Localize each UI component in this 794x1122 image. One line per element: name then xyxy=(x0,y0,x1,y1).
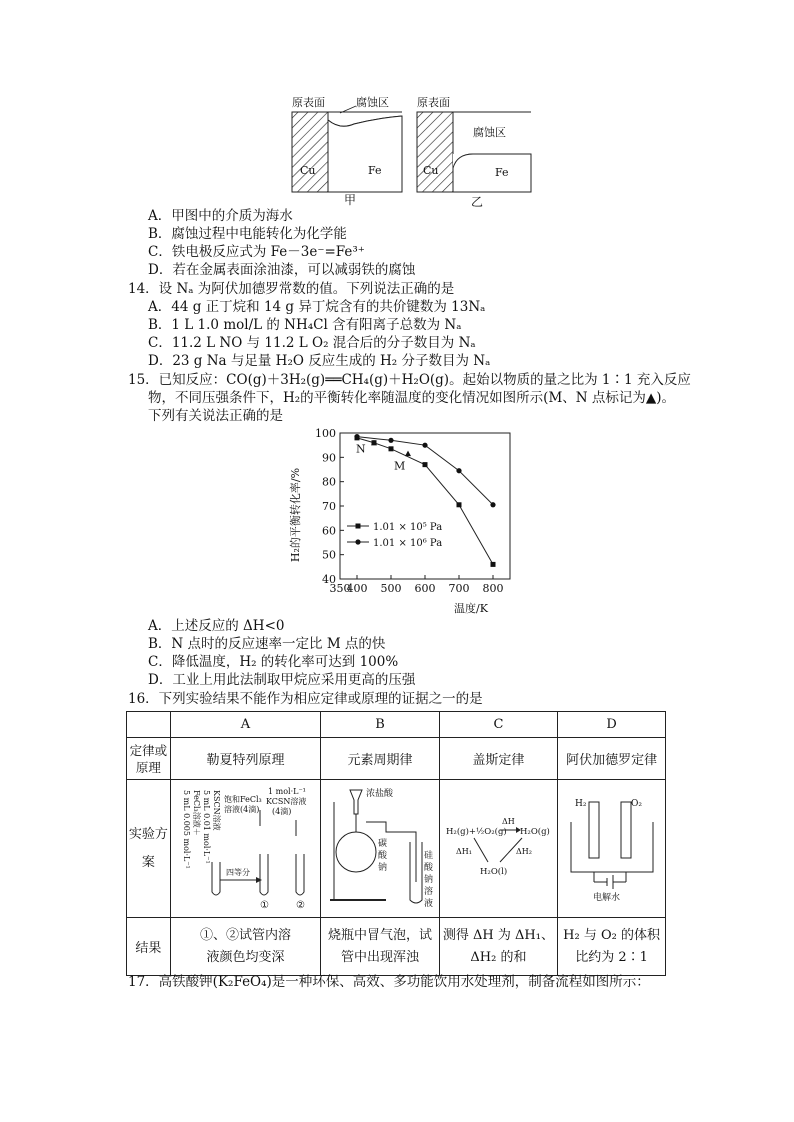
legend-marker-square xyxy=(356,524,361,529)
data-point-square xyxy=(423,462,428,467)
svg-text:O₂: O₂ xyxy=(630,798,642,809)
data-point-circle xyxy=(422,443,427,448)
q14-stem: 14．设 Nₐ 为阿伏加德罗常数的值。下列说法正确的是 xyxy=(128,281,455,297)
svg-text:②: ② xyxy=(296,899,306,911)
data-point-square xyxy=(389,446,394,451)
scheme-b xyxy=(321,780,439,918)
scheme-a xyxy=(170,780,320,918)
col-header-c: C xyxy=(439,712,557,738)
q15-option-b: B．N 点时的反应速率一定比 M 点的快 xyxy=(148,636,386,652)
y-tick-label: 70 xyxy=(322,500,336,513)
flask xyxy=(336,832,376,872)
y-tick-label: 80 xyxy=(322,475,336,489)
surface-label: 原表面 xyxy=(417,96,450,109)
scheme-c xyxy=(439,780,557,918)
principle-a: 勒夏特列原理 xyxy=(170,738,320,780)
q15-option-a: A．上述反应的 ΔH<0 xyxy=(148,618,285,634)
data-point-circle xyxy=(456,468,461,473)
q13-option-b: B．腐蚀过程中电能转化为化学能 xyxy=(148,226,347,242)
metal-cu-label: Cu xyxy=(300,164,316,177)
svg-text:电解水: 电解水 xyxy=(592,892,620,903)
data-point-circle xyxy=(354,434,359,439)
surface-label: 原表面 xyxy=(292,96,325,109)
q14-option-a: A．44 g 正丁烷和 14 g 异丁烷含有的共价键数为 13Nₐ xyxy=(148,299,486,315)
q13-option-c: C．铁电极反应式为 Fe－3e⁻=Fe³⁺ xyxy=(148,244,365,260)
scheme-d xyxy=(558,780,666,918)
point-marker-M xyxy=(405,451,411,457)
result-d: H₂ 与 O₂ 的体积 比约为 2∶1 xyxy=(558,918,666,976)
svg-text:①: ① xyxy=(260,899,270,911)
legend-label-1: 1.01 × 10⁶ Pa xyxy=(373,538,443,549)
metal-fe-label: Fe xyxy=(495,166,509,179)
q16-stem: 16．下列实验结果不能作为相应定律或原理的证据之一的是 xyxy=(128,691,483,707)
corrosion-figure-yi xyxy=(413,92,538,210)
row-label-scheme: 实验方案 xyxy=(127,780,171,918)
scheme-d-diagram xyxy=(563,782,661,912)
cu-block xyxy=(292,112,328,192)
conversion-chart xyxy=(285,420,525,615)
data-point-square xyxy=(457,502,462,507)
y-tick-label: 40 xyxy=(322,573,336,586)
svg-text:液: 液 xyxy=(423,898,433,909)
q15-stem-line3: 下列有关说法正确的是 xyxy=(148,408,283,424)
tube-h2 xyxy=(589,802,599,858)
svg-text:1 mol·L⁻¹: 1 mol·L⁻¹ xyxy=(268,786,307,796)
q13-option-a: A．甲图中的介质为海水 xyxy=(148,208,293,224)
q15-option-d: D．工业上用此法制取甲烷应采用更高的压强 xyxy=(148,672,416,688)
svg-text:5 mL 0.005 mol·L⁻¹: 5 mL 0.005 mol·L⁻¹ xyxy=(182,789,192,869)
svg-text:酸: 酸 xyxy=(377,850,387,861)
caption-yi: 乙 xyxy=(471,195,484,209)
corrosion-label: 腐蚀区 xyxy=(473,126,506,139)
x-tick-label: 500 xyxy=(380,582,402,595)
q14-option-b: B．1 L 1.0 mol/L 的 NH₄Cl 含有阳离子总数为 Nₐ xyxy=(148,317,462,333)
svg-text:KSCN溶液: KSCN溶液 xyxy=(212,789,222,831)
col-header-d: D xyxy=(558,712,666,738)
corrosion-figure-jia xyxy=(288,92,408,207)
legend-marker-circle xyxy=(355,539,360,544)
experiment-table xyxy=(126,711,666,976)
col-header-b: B xyxy=(321,712,439,738)
svg-text:H₂O(l): H₂O(l) xyxy=(480,866,508,877)
y-tick-label: 50 xyxy=(322,548,336,562)
svg-text:溶: 溶 xyxy=(423,886,433,897)
metal-cu-label: Cu xyxy=(423,164,439,177)
data-point-square xyxy=(491,562,496,567)
x-tick-label: 700 xyxy=(448,582,470,595)
test-tube-left xyxy=(212,862,220,895)
col-header-a: A xyxy=(170,712,320,738)
q14-option-d: D．23 g Na 与足量 H₂O 反应生成的 H₂ 分子数目为 Nₐ xyxy=(148,353,491,369)
principle-c: 盖斯定律 xyxy=(439,738,557,780)
data-point-circle xyxy=(490,502,495,507)
caption-jia: 甲 xyxy=(344,193,357,207)
svg-text:ΔH₁: ΔH₁ xyxy=(456,846,473,856)
row-label-principle: 定律或原理 xyxy=(127,738,171,780)
result-b: 烧瓶中冒气泡，试 管中出现浑浊 xyxy=(321,918,439,976)
principle-d: 阿伏加德罗定律 xyxy=(558,738,666,780)
svg-text:H₂(g)+½O₂(g): H₂(g)+½O₂(g) xyxy=(446,826,508,837)
row-label-result: 结果 xyxy=(127,918,171,976)
svg-text:H₂: H₂ xyxy=(574,798,587,809)
tube-o2 xyxy=(621,802,631,858)
y-axis-label: H₂的平衡转化率/% xyxy=(289,467,302,563)
result-a: ①、②试管内溶 液颜色均变深 xyxy=(170,918,320,976)
legend-label-0: 1.01 × 10⁵ Pa xyxy=(373,522,443,533)
principle-b: 元素周期律 xyxy=(321,738,439,780)
x-tick-label: 600 xyxy=(414,582,436,595)
corrosion-label: 腐蚀区 xyxy=(356,96,389,109)
svg-text:KCSN溶液: KCSN溶液 xyxy=(266,796,307,806)
q13-option-d: D．若在金属表面涂油漆，可以减弱铁的腐蚀 xyxy=(148,262,416,278)
battery xyxy=(594,875,626,889)
test-tube-2 xyxy=(296,854,304,895)
y-tick-label: 90 xyxy=(322,451,336,465)
test-tube-1 xyxy=(260,854,268,895)
scheme-a-diagram xyxy=(176,782,314,912)
x-axis-label: 温度/K xyxy=(454,602,488,615)
svg-text:溶液(4滴): 溶液(4滴) xyxy=(224,804,260,814)
svg-text:碳: 碳 xyxy=(377,838,387,849)
x-tick-label: 350 xyxy=(329,582,351,595)
svg-text:硅: 硅 xyxy=(423,850,433,861)
scheme-b-diagram xyxy=(326,782,434,912)
svg-text:浓盐酸: 浓盐酸 xyxy=(365,788,393,799)
scheme-c-diagram xyxy=(444,782,552,912)
svg-text:酸: 酸 xyxy=(423,862,433,873)
q15-stem-line2: 物，不同压强条件下，H₂的平衡转化率随温度的变化情况如图所示(M、N 点标记为▲)。 xyxy=(148,390,676,406)
y-tick-label: 100 xyxy=(315,427,336,440)
q15-option-c: C．降低温度，H₂ 的转化率可达到 100% xyxy=(148,654,399,670)
q17-stem: 17．高铁酸钾(K₂FeO₄)是一种环保、高效、多功能饮用水处理剂，制备流程如图所示： xyxy=(128,974,650,990)
svg-text:H₂O(g): H₂O(g) xyxy=(520,826,551,837)
svg-text:5 mL 0.01 mol·L⁻¹: 5 mL 0.01 mol·L⁻¹ xyxy=(202,789,212,864)
svg-text:钠: 钠 xyxy=(377,862,387,873)
svg-text:饱和FeCl₃: 饱和FeCl₃ xyxy=(224,794,263,804)
q14-option-c: C．11.2 L NO 与 11.2 L O₂ 混合后的分子数目为 Nₐ xyxy=(148,335,476,351)
tank xyxy=(571,822,653,872)
metal-fe-label: Fe xyxy=(368,164,382,177)
x-tick-label: 400 xyxy=(346,582,368,595)
svg-text:四等分: 四等分 xyxy=(226,867,251,877)
svg-text:钠: 钠 xyxy=(423,874,433,885)
x-tick-label: 800 xyxy=(482,582,504,595)
svg-text:FeCl₃溶液＋: FeCl₃溶液＋ xyxy=(192,789,202,836)
point-label-M: M xyxy=(394,459,406,473)
result-c: 测得 ΔH 为 ΔH₁、 ΔH₂ 的和 xyxy=(439,918,557,976)
data-point-circle xyxy=(388,438,393,443)
y-tick-label: 60 xyxy=(322,524,336,538)
svg-text:(4滴): (4滴) xyxy=(272,806,292,816)
q15-stem-line1: 15．已知反应：CO(g)＋3H₂(g)══CH₄(g)＋H₂O(g)。起始以物质的量之比为 1∶1 充入反应 xyxy=(128,372,691,388)
point-label-N: N xyxy=(356,442,366,456)
svg-text:ΔH: ΔH xyxy=(502,816,516,826)
funnel xyxy=(350,790,362,814)
svg-text:ΔH₂: ΔH₂ xyxy=(516,846,533,856)
